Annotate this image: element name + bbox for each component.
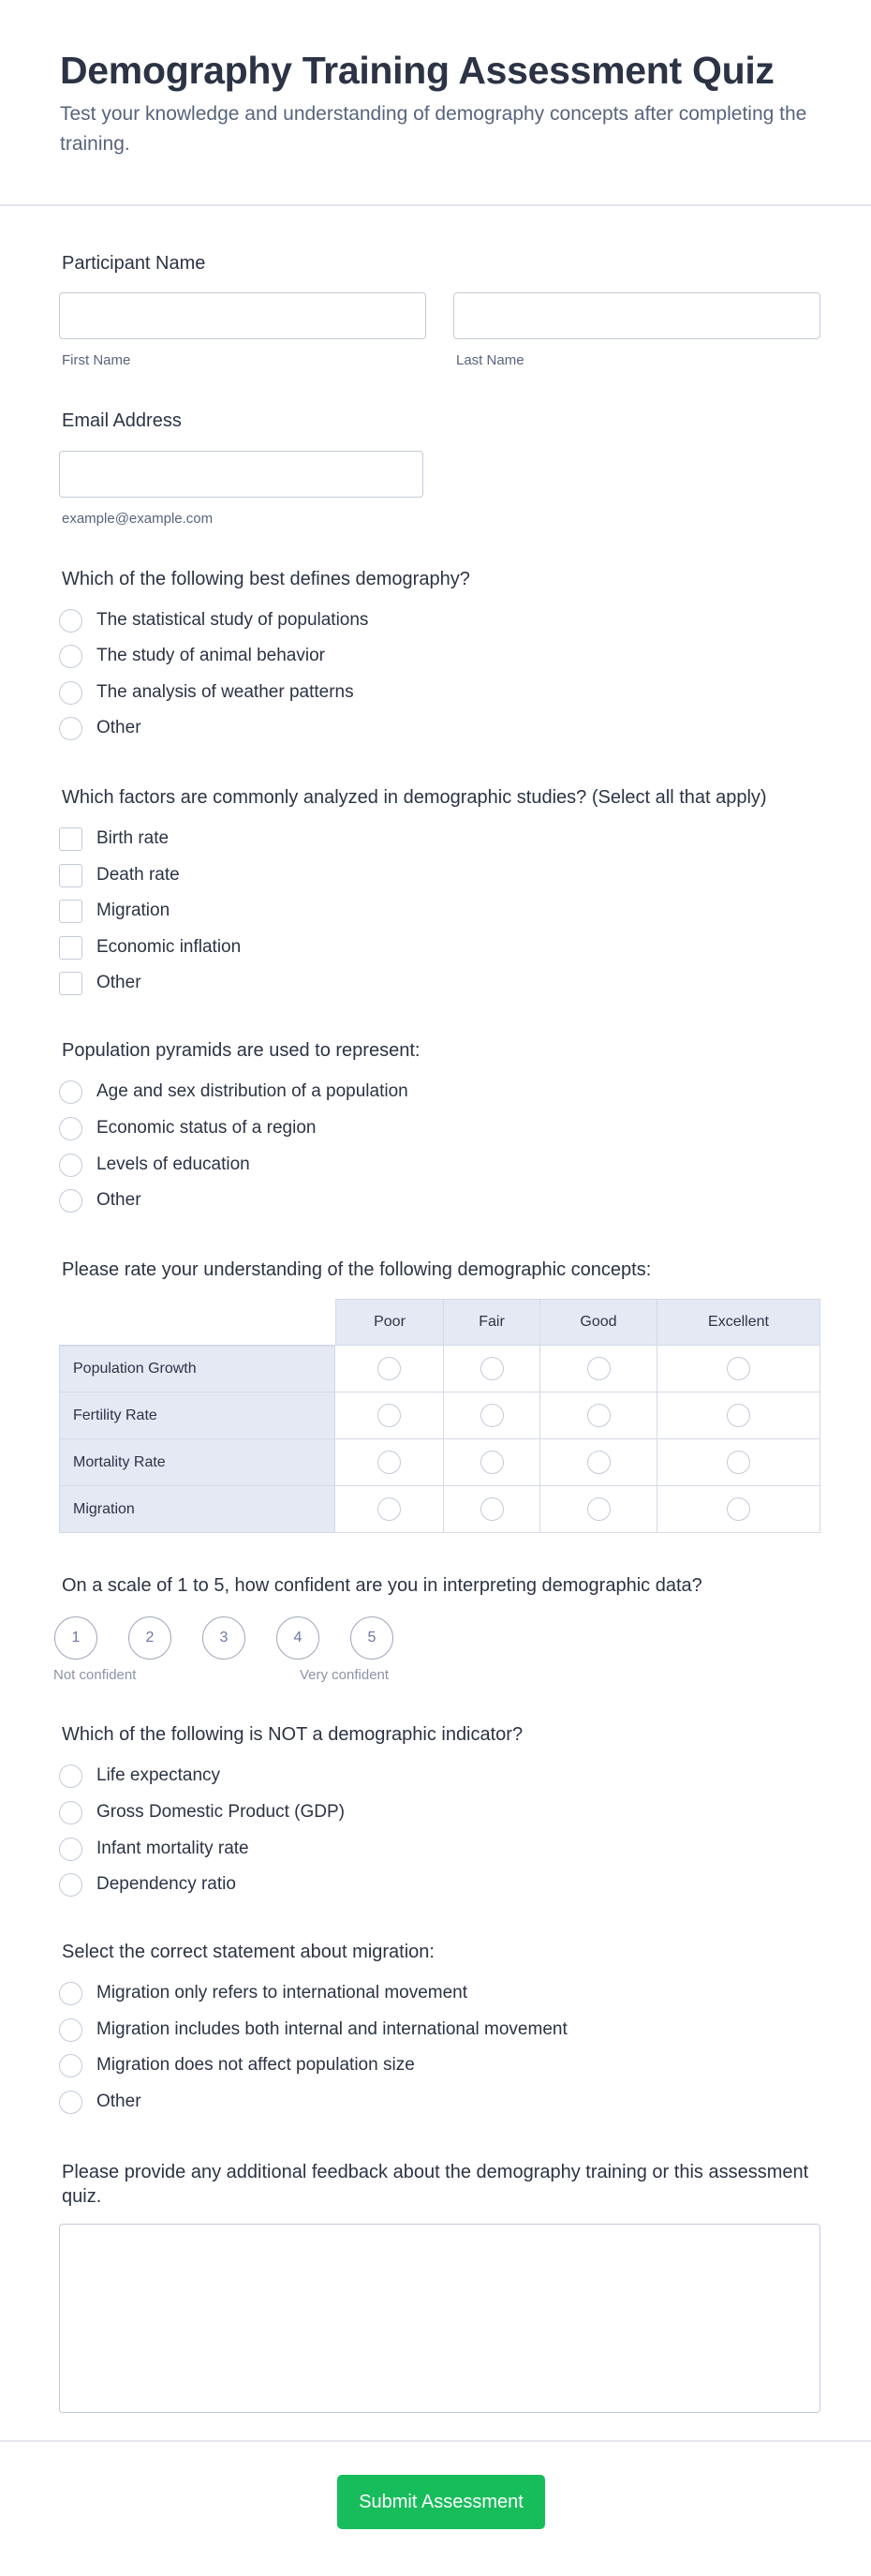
option-label: The statistical study of populations xyxy=(96,610,369,630)
checkbox[interactable] xyxy=(59,827,82,851)
radio-button[interactable] xyxy=(59,1838,82,1861)
option-label: Other xyxy=(96,2092,141,2111)
option-label: Economic status of a region xyxy=(96,1118,317,1138)
radio-button[interactable] xyxy=(59,2091,82,2114)
last-name-input[interactable] xyxy=(453,292,820,339)
email-label: Email Address xyxy=(62,410,182,431)
matrix-cell[interactable] xyxy=(444,1439,540,1486)
matrix-cell[interactable] xyxy=(657,1346,820,1392)
rating-matrix xyxy=(59,1299,820,1533)
matrix-cell[interactable] xyxy=(540,1439,657,1486)
radio-button[interactable] xyxy=(587,1357,611,1380)
matrix-cell[interactable] xyxy=(540,1392,657,1439)
checkbox[interactable] xyxy=(59,972,82,995)
q7-option[interactable] xyxy=(59,2016,568,2044)
option-label: Levels of education xyxy=(96,1154,250,1174)
matrix-row-label: Migration xyxy=(59,1486,335,1533)
radio-button[interactable] xyxy=(59,1764,82,1788)
scale-max-label: Very confident xyxy=(300,1667,390,1683)
footer-divider xyxy=(0,2440,871,2442)
q5-label: On a scale of 1 to 5, how confident are you in interpreting demographic data? xyxy=(62,1575,702,1596)
matrix-cell[interactable] xyxy=(335,1439,444,1486)
radio-button[interactable] xyxy=(727,1497,750,1521)
option-label: The analysis of weather patterns xyxy=(96,682,354,702)
q3-option[interactable] xyxy=(59,1186,141,1214)
radio-button[interactable] xyxy=(377,1357,401,1380)
q6-option[interactable] xyxy=(59,1870,236,1898)
matrix-cell[interactable] xyxy=(657,1486,820,1533)
q2-option[interactable] xyxy=(59,897,170,925)
q3-label: Population pyramids are used to represent: xyxy=(62,1040,421,1061)
matrix-cell[interactable] xyxy=(444,1392,540,1439)
radio-button[interactable] xyxy=(59,1801,82,1824)
matrix-row-label: Fertility Rate xyxy=(59,1392,335,1439)
radio-button[interactable] xyxy=(59,2054,82,2077)
radio-button[interactable] xyxy=(480,1497,504,1521)
option-label: Migration only refers to international movement xyxy=(96,1983,468,2003)
radio-button[interactable] xyxy=(59,645,82,668)
q1-option[interactable] xyxy=(59,678,354,707)
radio-button[interactable] xyxy=(59,1982,82,2005)
q1-label: Which of the following best defines demography? xyxy=(62,569,470,589)
scale-option-2[interactable]: 2 xyxy=(128,1616,171,1660)
first-name-input[interactable] xyxy=(59,292,426,339)
q7-label: Select the correct statement about migration: xyxy=(62,1942,435,1962)
option-label: Death rate xyxy=(96,865,180,885)
option-label: Migration xyxy=(96,901,170,920)
checkbox[interactable] xyxy=(59,900,82,923)
matrix-corner xyxy=(59,1299,335,1346)
matrix-row xyxy=(59,1486,820,1533)
radio-button[interactable] xyxy=(587,1497,611,1521)
option-label: Other xyxy=(96,973,141,992)
option-label: Dependency ratio xyxy=(96,1874,236,1894)
option-label: Life expectancy xyxy=(96,1765,221,1785)
scale-option-4[interactable]: 4 xyxy=(276,1616,319,1660)
q2-option[interactable] xyxy=(59,933,241,961)
matrix-cell[interactable] xyxy=(444,1486,540,1533)
q2-option[interactable] xyxy=(59,825,169,853)
radio-button[interactable] xyxy=(480,1451,504,1474)
radio-button[interactable] xyxy=(480,1404,504,1427)
option-label: Migration includes both internal and international movement xyxy=(96,2019,568,2039)
q1-option[interactable] xyxy=(59,642,325,670)
radio-button[interactable] xyxy=(377,1497,401,1521)
q6-option[interactable] xyxy=(59,1762,220,1790)
q8-label: Please provide any additional feedback about the demography training or this assessment quiz. xyxy=(62,2162,809,2207)
matrix-cell[interactable] xyxy=(335,1346,444,1392)
scale-option-3[interactable]: 3 xyxy=(202,1616,245,1660)
q6-label: Which of the following is NOT a demographic indicator? xyxy=(62,1724,524,1745)
radio-button[interactable] xyxy=(59,681,82,705)
matrix-row-label: Population Growth xyxy=(59,1346,335,1392)
header-divider xyxy=(0,204,871,206)
q3-option[interactable] xyxy=(59,1151,250,1179)
option-label: Age and sex distribution of a population xyxy=(96,1081,408,1101)
radio-button[interactable] xyxy=(727,1451,750,1474)
first-name-sublabel: First Name xyxy=(62,352,131,368)
matrix-row xyxy=(59,1439,820,1486)
matrix-cell[interactable] xyxy=(444,1346,540,1392)
checkbox[interactable] xyxy=(59,936,82,960)
radio-button[interactable] xyxy=(59,609,82,633)
radio-button[interactable] xyxy=(587,1451,611,1474)
email-input[interactable] xyxy=(59,451,423,498)
radio-button[interactable] xyxy=(587,1404,611,1427)
q3-option[interactable] xyxy=(59,1078,408,1106)
q6-option[interactable] xyxy=(59,1798,345,1826)
option-label: Other xyxy=(96,718,141,737)
option-label: The study of animal behavior xyxy=(96,646,325,665)
q4-label: Please rate your understanding of the following demographic concepts: xyxy=(62,1259,652,1280)
q2-label: Which factors are commonly analyzed in demographic studies? (Select all that apply) xyxy=(62,787,767,808)
matrix-column-header: Fair xyxy=(444,1299,540,1346)
scale-option-5[interactable]: 5 xyxy=(350,1616,393,1660)
option-label: Other xyxy=(96,1190,141,1210)
matrix-column-header: Poor xyxy=(335,1299,444,1346)
radio-button[interactable] xyxy=(377,1451,401,1474)
radio-button[interactable] xyxy=(59,2018,82,2042)
option-label: Economic inflation xyxy=(96,937,242,957)
radio-button[interactable] xyxy=(727,1404,750,1427)
radio-button[interactable] xyxy=(377,1404,401,1427)
scale-option-1[interactable]: 1 xyxy=(54,1616,97,1660)
scale-min-label: Not confident xyxy=(53,1667,137,1683)
submit-button[interactable]: Submit Assessment xyxy=(337,2475,545,2529)
email-sublabel: example@example.com xyxy=(62,511,214,527)
q3-option[interactable] xyxy=(59,1114,316,1142)
radio-button[interactable] xyxy=(59,1873,82,1897)
radio-button[interactable] xyxy=(727,1357,750,1380)
matrix-row-label: Mortality Rate xyxy=(59,1439,335,1486)
q1-option[interactable] xyxy=(59,606,368,634)
radio-button[interactable] xyxy=(480,1357,504,1380)
option-label: Migration does not affect population size xyxy=(96,2055,415,2075)
radio-button[interactable] xyxy=(59,1189,82,1213)
q7-option[interactable] xyxy=(59,2088,141,2116)
participant-name-label: Participant Name xyxy=(62,253,206,274)
option-label: Birth rate xyxy=(96,828,170,848)
q1-option[interactable] xyxy=(59,714,141,742)
page-subtitle: Test your knowledge and understanding of demography concepts after completing the training. xyxy=(60,103,807,155)
q2-option[interactable] xyxy=(59,861,180,889)
option-label: Gross Domestic Product (GDP) xyxy=(96,1802,345,1822)
checkbox[interactable] xyxy=(59,864,82,887)
matrix-column-header: Excellent xyxy=(657,1299,820,1346)
feedback-textarea[interactable] xyxy=(59,2224,820,2413)
q2-option[interactable] xyxy=(59,969,141,997)
matrix-cell[interactable] xyxy=(657,1392,820,1439)
option-label: Infant mortality rate xyxy=(96,1839,249,1858)
radio-button[interactable] xyxy=(59,1154,82,1177)
matrix-row xyxy=(59,1392,820,1439)
radio-button[interactable] xyxy=(59,1080,82,1104)
last-name-sublabel: Last Name xyxy=(456,352,524,368)
radio-button[interactable] xyxy=(59,717,82,740)
q7-option[interactable] xyxy=(59,2051,415,2079)
matrix-cell[interactable] xyxy=(540,1346,657,1392)
matrix-cell[interactable] xyxy=(335,1392,444,1439)
radio-button[interactable] xyxy=(59,1117,82,1140)
matrix-cell[interactable] xyxy=(540,1486,657,1533)
matrix-column-header: Good xyxy=(540,1299,657,1346)
q7-option[interactable] xyxy=(59,1979,467,2007)
matrix-row xyxy=(59,1346,820,1392)
page-title: Demography Training Assessment Quiz xyxy=(60,49,775,92)
matrix-cell[interactable] xyxy=(335,1486,444,1533)
q6-option[interactable] xyxy=(59,1835,249,1863)
matrix-cell[interactable] xyxy=(657,1439,820,1486)
